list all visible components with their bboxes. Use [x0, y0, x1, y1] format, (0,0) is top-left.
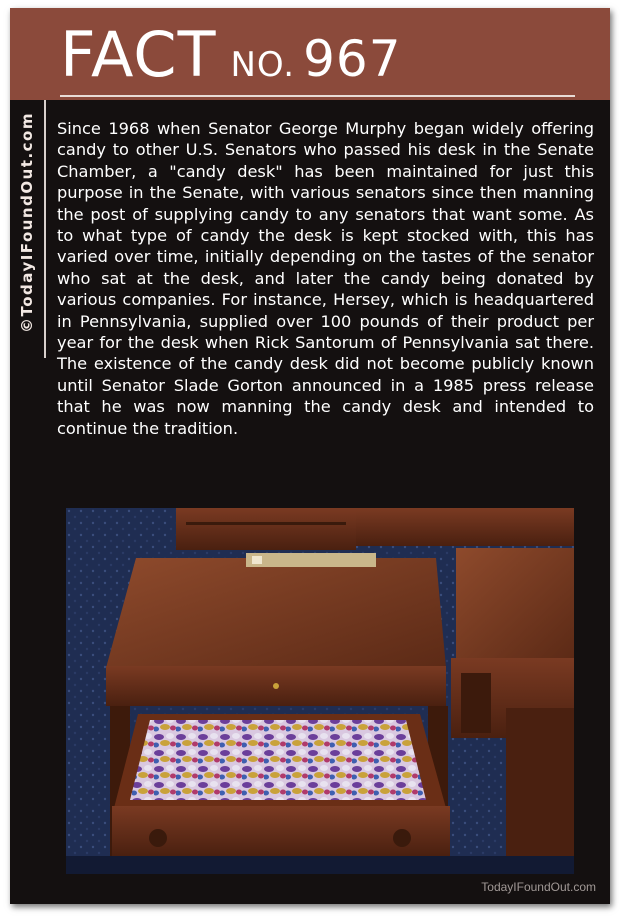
fact-card [10, 8, 610, 904]
side-divider [44, 100, 46, 358]
fact-no-label: NO. [230, 45, 296, 85]
candy-desk-illustration [66, 508, 574, 874]
title-underline [60, 95, 575, 97]
fact-title [60, 20, 402, 90]
candy-desk-photo [66, 508, 574, 874]
watermark: TodayIFoundOut.com [481, 880, 596, 894]
header-band [10, 8, 610, 100]
fact-number: 967 [303, 30, 402, 88]
fact-body-text: Since 1968 when Senator George Murphy began widely offering candy to other U.S. Senators who passed his desk in the Senate Chamber, a "candy desk" has been maintained for just this purpose in the Senate, with various senators since then manning the post of supplying candy to any senators that want some. As to what type of candy the desk is kept stocked with, this has varied over time, initially depending on the tastes of the senator who sat at the desk, and later the candy being donated by various companies. For instance, Hersey, which is headquartered in Pennsylvania, supplied over 100 pounds of their product per year for the desk when Rick Santorum of Pennsylvania sat there. The existence of the candy desk did not become publicly known until Senator Slade Gorton announced in a 1985 press release that he was now manning the candy desk and intended to continue the tradition. [57, 119, 594, 438]
fact-label: FACT [60, 18, 217, 91]
side-credit: ©TodayIFoundOut.com [18, 112, 36, 333]
